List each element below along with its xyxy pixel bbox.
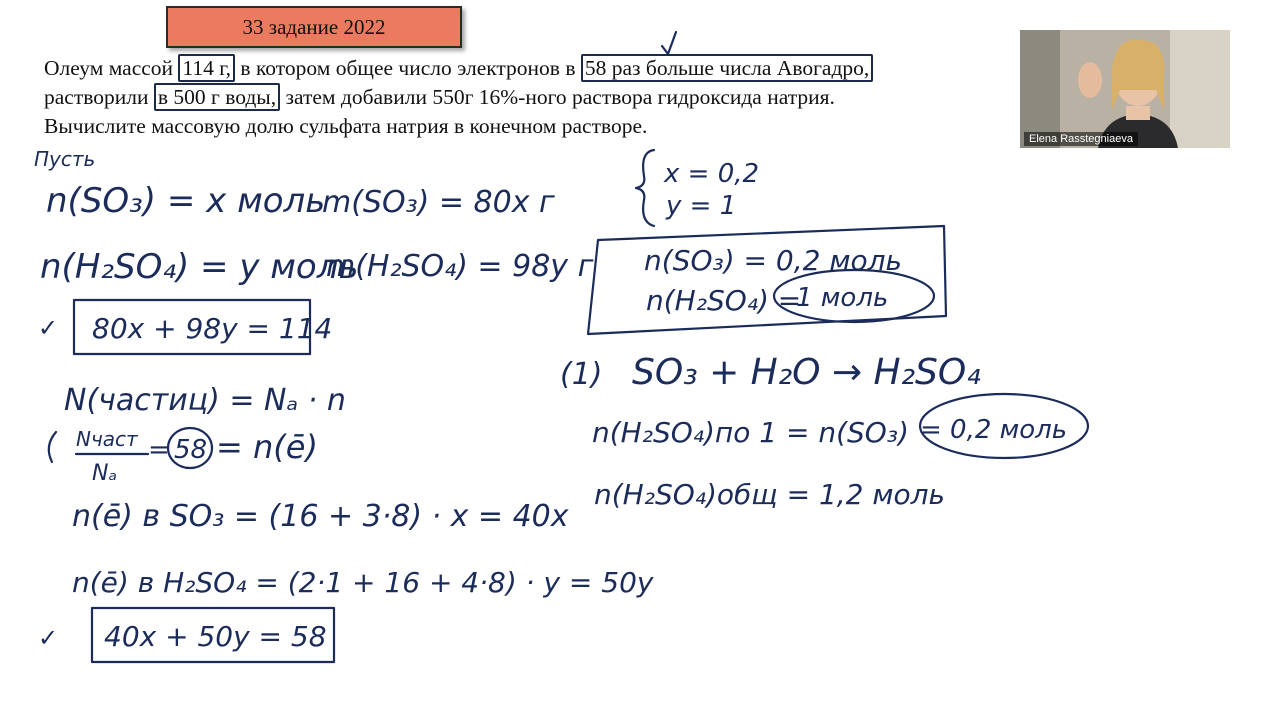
problem-line-3: Вычислите массовую долю сульфата натрия в конечном растворе. bbox=[44, 114, 648, 138]
value-0-2-mol: = 0,2 моль bbox=[920, 415, 1068, 445]
highlight-box-water: в 500 г воды, bbox=[154, 83, 280, 111]
fraction-numerator: Nчаст bbox=[76, 427, 138, 451]
highlight-box-electrons: 58 раз больше числа Авогадро, bbox=[581, 54, 873, 82]
note-n-electrons: = n(ē) bbox=[216, 428, 318, 466]
pen-mark bbox=[662, 32, 676, 54]
presenter-name: Elena Rasstegniaeva bbox=[1024, 132, 1138, 146]
note-n-h2so4-total: n(H₂SO₄)общ = 1,2 моль bbox=[594, 478, 946, 511]
hook-arrow bbox=[49, 432, 56, 462]
note-electrons-so3: n(ē) в SO₃ = (16 + 3·8) · x = 40x bbox=[72, 499, 569, 534]
solution-y: y = 1 bbox=[666, 191, 737, 221]
system-brace bbox=[636, 150, 654, 226]
equation-2: 40x + 50y = 58 bbox=[104, 620, 327, 653]
text-fragment: в котором общее число электронов в bbox=[240, 56, 576, 80]
note-m-h2so4: m(H₂SO₄) = 98y г bbox=[326, 249, 594, 284]
solution-x: x = 0,2 bbox=[664, 159, 760, 189]
note-n-h2so4: n(H₂SO₄) = y моль bbox=[40, 247, 359, 287]
reaction-equation: SO₃ + H₂O → H₂SO₄ bbox=[632, 352, 981, 393]
text-fragment: Олеум массой bbox=[44, 56, 174, 80]
text-fragment: затем добавили 550г 16%-ного раствора гидроксида натрия. bbox=[285, 85, 835, 109]
note-electrons-h2so4: n(ē) в H₂SO₄ = (2·1 + 16 + 4·8) · y = 50y bbox=[72, 566, 654, 599]
note-n-so3: n(SO₃) = x моль bbox=[46, 181, 326, 221]
reaction-number: (1) bbox=[560, 357, 603, 392]
note-m-so3: m(SO₃) = 80x г bbox=[322, 185, 555, 220]
note-n-h2so4-reaction1: n(H₂SO₄)по 1 = n(SO₃) bbox=[592, 416, 909, 449]
check-mark-1: ✓ bbox=[38, 314, 59, 342]
result-n-so3: n(SO₃) = 0,2 моль bbox=[644, 244, 902, 277]
equals-sign: = bbox=[148, 435, 170, 465]
highlight-box-mass: 114 г, bbox=[178, 54, 235, 82]
equation-1: 80x + 98y = 114 bbox=[92, 312, 333, 345]
result-n-h2so4: n(H₂SO₄) = bbox=[646, 284, 802, 317]
note-particles: N(частиц) = Nₐ · n bbox=[64, 383, 346, 418]
value-58: 58 bbox=[174, 435, 208, 465]
text-fragment: растворили bbox=[44, 85, 149, 109]
check-mark-2: ✓ bbox=[38, 624, 59, 652]
task-title: 33 задание 2022 bbox=[166, 6, 462, 48]
note-let: Пусть bbox=[34, 147, 96, 171]
result-1-mol: 1 моль bbox=[796, 283, 889, 313]
fraction-denominator: Nₐ bbox=[92, 461, 118, 486]
